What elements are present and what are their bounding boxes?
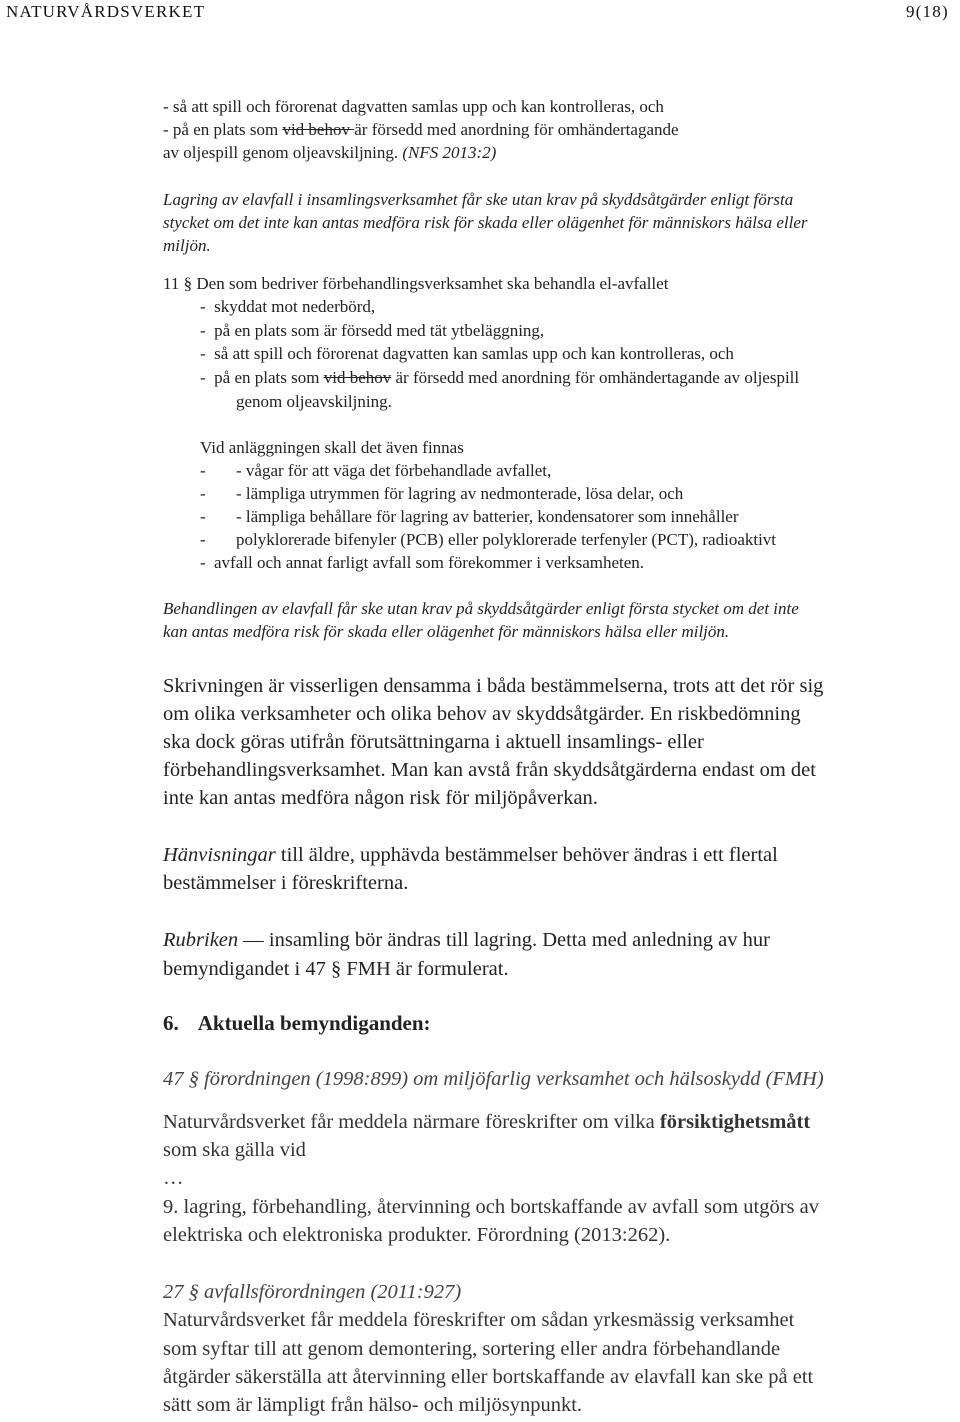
list-item: - på en plats som är försedd med tät ytbeläggning, — [200, 321, 545, 340]
block4-intro: Vid anläggningen skall det även finnas — [200, 438, 464, 457]
paragraph-line: inte kan antas medföra någon risk för miljöpåverkan. — [163, 787, 598, 809]
block5-line1: Behandlingen av elavfall får ske utan krav på skyddsåtgärder enligt första stycket om det inte — [163, 599, 799, 618]
paragraph-line: Rubriken — insamling bör ändras till lagring. Detta med anledning av hur — [163, 929, 770, 951]
paragraph-line: Skrivningen är visserligen densamma i båda bestämmelserna, trots att det rör sig — [163, 675, 824, 697]
block2-line1: Lagring av elavfall i insamlingsverksamhet får ske utan krav på skyddsåtgärder enligt första — [163, 190, 794, 209]
reference-line: som syftar till att genom demontering, sortering eller andra förbehandlande — [163, 1338, 781, 1360]
list-item: - polyklorerade bifenyler (PCB) eller polyklorerade terfenyler (PCT), radioaktivt — [200, 530, 777, 549]
reference-line: elektriska och elektroniska produkter. Förordning (2013:262). — [163, 1224, 671, 1246]
ellipsis: … — [163, 1167, 184, 1189]
section-symbol: § — [330, 958, 342, 980]
block2-line3: miljön. — [163, 236, 211, 255]
paragraph-line: förbehandlingsverksamhet. Man kan avstå från skyddsåtgärderna endast om det — [163, 759, 816, 781]
reference-title-avfall: 27 § avfallsförordningen (2011:927) — [163, 1281, 462, 1303]
list-item-continuation: genom oljeavskiljning. — [236, 392, 392, 411]
section-title: Aktuella bemyndiganden: — [197, 1011, 431, 1035]
block1-line1: - så att spill och förorenat dagvatten samlas upp och kan kontrolleras, och — [163, 97, 664, 116]
block5-line2: kan antas medföra risk för skada eller olägenhet för människors hälsa eller miljön. — [163, 622, 730, 641]
section-heading — [163, 1011, 431, 1036]
document-header-title: NATURVÅRDSVERKET — [6, 2, 206, 21]
reference-line: Naturvårdsverket får meddela närmare föreskrifter om vilka försiktighetsmått — [163, 1111, 811, 1133]
paragraph-line: Hänvisningar till äldre, upphävda bestämmelser behöver ändras i ett flertal — [163, 844, 778, 866]
block1-line2: - på en plats som vid behov är försedd med anordning för omhändertagande — [163, 120, 679, 139]
section-symbol: § — [183, 274, 193, 293]
section-number: 6. — [163, 1011, 179, 1035]
reference-line: 9. lagring, förbehandling, återvinning och bortskaffande av avfall som utgörs av — [163, 1196, 820, 1218]
struck-text: vid behov — [323, 368, 392, 387]
reference-line: åtgärder säkerställa att återvinning eller bortskaffande av elavfall kan ske på ett — [163, 1366, 814, 1388]
page-number: 9(18) — [906, 2, 949, 21]
paragraph-line: om olika verksamheter och olika behov av skyddsåtgärder. En riskbedömning — [163, 703, 801, 725]
section-symbol: § — [188, 1068, 199, 1090]
list-item: - - lämpliga utrymmen för lagring av nedmonterade, lösa delar, och — [200, 484, 684, 503]
reference-line: sätt som är lämpligt från hälso- och miljösynpunkt. — [163, 1394, 583, 1416]
block2-line2: stycket om det inte kan antas medföra risk för skada eller olägenhet för människors hälsa eller — [163, 213, 808, 232]
paragraph-line: ska dock göras utifrån förutsättningarna i aktuell insamlings- eller — [163, 731, 704, 753]
list-item: - på en plats som vid behov är försedd med anordning för omhändertagande av oljespill — [200, 368, 800, 387]
list-item: - - lämpliga behållare för lagring av batterier, kondensatorer som innehåller — [200, 507, 739, 526]
amendment-reference: (NFS 2013:2) — [402, 143, 497, 162]
list-item: - - vågar för att väga det förbehandlade avfallet, — [200, 461, 552, 480]
reference-title-fmh: 47 § förordningen (1998:899) om miljöfarlig verksamhet och hälsoskydd (FMH) — [163, 1068, 824, 1090]
list-item: - avfall och annat farligt avfall som förekommer i verksamheten. — [200, 553, 645, 572]
struck-text: vid behov — [282, 120, 355, 139]
list-item: - skyddat mot nederbörd, — [200, 297, 376, 316]
section-11-intro: 11 § Den som bedriver förbehandlingsverksamhet ska behandla el-avfallet — [163, 274, 669, 293]
paragraph-line: bestämmelser i föreskrifterna. — [163, 872, 409, 894]
block1-line3: av oljespill genom oljeavskiljning. (NFS 2013:2) — [163, 143, 497, 162]
reference-line: som ska gälla vid — [163, 1139, 306, 1161]
section-symbol: § — [188, 1281, 199, 1303]
list-item: - så att spill och förorenat dagvatten kan samlas upp och kan kontrolleras, och — [200, 344, 734, 363]
bold-term: försiktighetsmått — [659, 1111, 811, 1133]
paragraph-line: bemyndigandet i 47 § FMH är formulerat. — [163, 958, 509, 980]
reference-line: Naturvårdsverket får meddela föreskrifter om sådan yrkesmässig verksamhet — [163, 1309, 795, 1331]
